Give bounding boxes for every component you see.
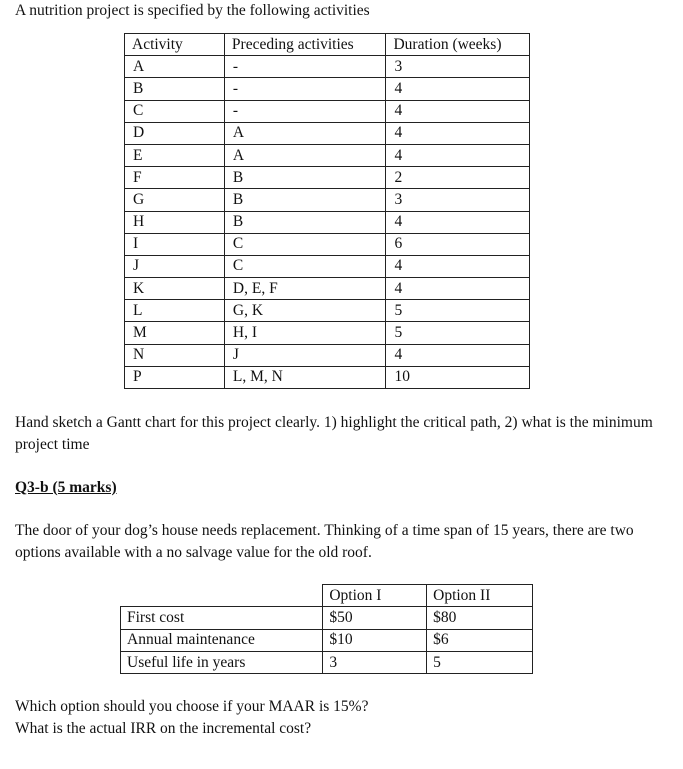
table-row [125, 255, 530, 277]
table-row [125, 366, 530, 388]
table-row [125, 211, 530, 233]
activity-cell: K [125, 278, 225, 300]
duration-cell: 4 [386, 100, 530, 122]
activity-cell: J [125, 255, 225, 277]
table-row [125, 56, 530, 78]
option-1-cell: $10 [323, 629, 427, 651]
activity-cell: N [125, 344, 225, 366]
duration-cell: 4 [386, 144, 530, 166]
preceding-cell: - [224, 56, 386, 78]
option-2-cell: $6 [427, 629, 533, 651]
preceding-cell: L, M, N [224, 366, 386, 388]
criterion-cell: Annual maintenance [121, 629, 323, 651]
duration-cell: 4 [386, 278, 530, 300]
header-preceding: Preceding activities [224, 34, 386, 56]
section-heading: Q3-b (5 marks) [15, 479, 117, 496]
table-row [125, 78, 530, 100]
criterion-cell: Useful life in years [121, 651, 323, 673]
table-row [125, 233, 530, 255]
duration-cell: 6 [386, 233, 530, 255]
activity-cell: I [125, 233, 225, 255]
criterion-cell: First cost [121, 607, 323, 629]
option-1-cell: $50 [323, 607, 427, 629]
duration-cell: 2 [386, 167, 530, 189]
duration-cell: 4 [386, 344, 530, 366]
header-duration: Duration (weeks) [386, 34, 530, 56]
preceding-cell: B [224, 211, 386, 233]
table-row [125, 322, 530, 344]
duration-cell: 4 [386, 122, 530, 144]
preceding-cell: A [224, 144, 386, 166]
table-row [125, 144, 530, 166]
activity-cell: H [125, 211, 225, 233]
duration-cell: 4 [386, 78, 530, 100]
table-row [125, 344, 530, 366]
table-row [125, 167, 530, 189]
preceding-cell: J [224, 344, 386, 366]
intro-text: A nutrition project is specified by the following activities [15, 2, 370, 19]
preceding-cell: C [224, 233, 386, 255]
preceding-cell: D, E, F [224, 278, 386, 300]
table-row [125, 122, 530, 144]
activity-cell: P [125, 366, 225, 388]
irr-question: What is the actual IRR on the incremental cost? [15, 720, 312, 737]
table-row [121, 607, 533, 629]
option-2-cell: $80 [427, 607, 533, 629]
header-blank [121, 585, 323, 607]
final-questions [15, 696, 368, 740]
preceding-cell: G, K [224, 300, 386, 322]
duration-cell: 3 [386, 189, 530, 211]
activity-cell: A [125, 56, 225, 78]
option-2-cell: 5 [427, 651, 533, 673]
header-option-2: Option II [427, 585, 533, 607]
table-row [125, 189, 530, 211]
table-header-row [121, 585, 533, 607]
duration-cell: 5 [386, 322, 530, 344]
activity-cell: L [125, 300, 225, 322]
preceding-cell: B [224, 167, 386, 189]
table-row [121, 629, 533, 651]
table-row [121, 651, 533, 673]
options-table [120, 584, 533, 674]
activity-table [124, 33, 530, 389]
header-option-1: Option I [323, 585, 427, 607]
option-1-cell: 3 [323, 651, 427, 673]
gantt-question: Hand sketch a Gantt chart for this project clearly. 1) highlight the critical path, 2) what is the minimum project time [15, 414, 653, 453]
table-row [125, 300, 530, 322]
preceding-cell: H, I [224, 322, 386, 344]
duration-cell: 5 [386, 300, 530, 322]
activity-cell: C [125, 100, 225, 122]
duration-cell: 10 [386, 366, 530, 388]
preceding-cell: C [224, 255, 386, 277]
duration-cell: 3 [386, 56, 530, 78]
activity-cell: F [125, 167, 225, 189]
activity-cell: E [125, 144, 225, 166]
header-activity: Activity [125, 34, 225, 56]
door-question-text: The door of your dog’s house needs replacement. Thinking of a time span of 15 years, there are two options available with a no salvage value for the old roof. [15, 522, 634, 561]
activity-cell: G [125, 189, 225, 211]
preceding-cell: B [224, 189, 386, 211]
table-header-row [125, 34, 530, 56]
activity-cell: M [125, 322, 225, 344]
duration-cell: 4 [386, 255, 530, 277]
preceding-cell: - [224, 100, 386, 122]
maar-question: Which option should you choose if your MAAR is 15%? [15, 698, 369, 715]
duration-cell: 4 [386, 211, 530, 233]
table-row [125, 100, 530, 122]
activity-cell: B [125, 78, 225, 100]
activity-cell: D [125, 122, 225, 144]
preceding-cell: A [224, 122, 386, 144]
preceding-cell: - [224, 78, 386, 100]
table-row [125, 278, 530, 300]
